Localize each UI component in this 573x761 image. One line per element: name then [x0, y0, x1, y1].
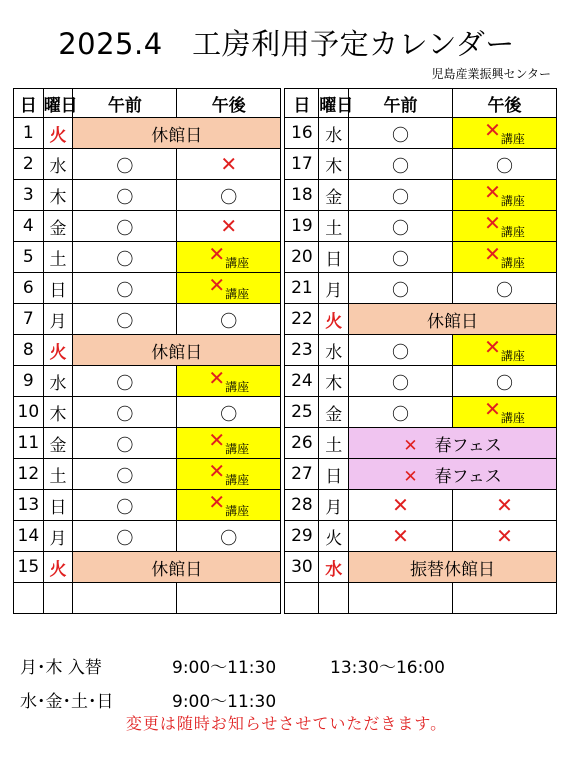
empty-cell	[177, 583, 281, 614]
am-slot: 〇	[349, 180, 453, 211]
unavailable-mark: ✕	[208, 273, 226, 297]
pm-slot	[177, 428, 281, 459]
weekday: 木	[43, 397, 73, 428]
unavailable-mark: ✕	[484, 118, 501, 142]
day-number: 2	[14, 149, 44, 180]
calendar-row	[14, 304, 557, 335]
am-slot: 〇	[73, 366, 177, 397]
header-day: 日	[285, 89, 319, 118]
am-slot: 〇	[349, 211, 453, 242]
weekday: 月	[319, 490, 349, 521]
lecture-label: 講座	[500, 225, 525, 239]
calendar-row	[14, 490, 557, 521]
day-number: 9	[14, 366, 44, 397]
am-slot: 〇	[349, 149, 453, 180]
closed-cell: 休館日	[73, 552, 281, 583]
am-slot	[349, 490, 453, 521]
header-weekday: 曜日	[43, 89, 73, 118]
lecture-label: 講座	[225, 287, 250, 301]
calendar-row	[14, 366, 557, 397]
pm-slot	[453, 335, 557, 366]
calendar-row	[14, 552, 557, 583]
header-am: 午前	[73, 89, 177, 118]
am-slot: 〇	[73, 397, 177, 428]
day-number: 4	[14, 211, 44, 242]
weekday: 火	[319, 521, 349, 552]
unavailable-mark: ✕	[220, 214, 238, 238]
weekday: 金	[319, 180, 349, 211]
day-number: 13	[14, 490, 44, 521]
am-slot: 〇	[73, 180, 177, 211]
calendar-row	[14, 149, 557, 180]
lecture-label: 講座	[500, 132, 525, 146]
day-number: 7	[14, 304, 44, 335]
am-slot: 〇	[73, 490, 177, 521]
lecture-label: 講座	[225, 256, 250, 270]
calendar-row	[14, 335, 557, 366]
day-number: 17	[285, 149, 319, 180]
day-number: 5	[14, 242, 44, 273]
weekday: 水	[319, 552, 349, 583]
hours-am-1: 9:00～11:30	[172, 658, 277, 678]
am-slot: 〇	[349, 366, 453, 397]
unavailable-mark: ✕	[208, 459, 226, 483]
event-cell	[349, 459, 557, 490]
unavailable-mark: ✕	[496, 493, 513, 517]
closed-cell: 休館日	[349, 304, 557, 335]
pm-slot: 〇	[177, 521, 281, 552]
day-number: 14	[14, 521, 44, 552]
hours-pm-1: 13:30～16:00	[330, 658, 445, 678]
weekday: 月	[43, 521, 73, 552]
weekday: 水	[319, 118, 349, 149]
calendar-row	[14, 397, 557, 428]
pm-slot	[453, 242, 557, 273]
weekday: 木	[319, 366, 349, 397]
header-row	[14, 89, 557, 118]
weekday: 日	[319, 242, 349, 273]
day-number: 10	[14, 397, 44, 428]
day-number: 26	[285, 428, 319, 459]
lecture-label: 講座	[500, 256, 525, 270]
unavailable-mark: ✕	[208, 242, 226, 266]
calendar-row	[14, 459, 557, 490]
lecture-label: 講座	[225, 473, 250, 487]
header-pm: 午後	[177, 89, 281, 118]
am-slot: 〇	[73, 459, 177, 490]
day-number: 27	[285, 459, 319, 490]
day-number: 3	[14, 180, 44, 211]
unavailable-mark: ✕	[484, 397, 501, 421]
weekday: 水	[43, 149, 73, 180]
empty-cell	[349, 583, 453, 614]
lecture-label: 講座	[500, 349, 525, 363]
calendar-row	[14, 118, 557, 149]
weekday: 火	[319, 304, 349, 335]
pm-slot	[453, 521, 557, 552]
day-number: 23	[285, 335, 319, 366]
am-slot: 〇	[73, 273, 177, 304]
organization-name: 児島産業振興センター	[431, 67, 551, 81]
calendar-table	[13, 88, 557, 614]
am-slot	[349, 521, 453, 552]
empty-cell	[14, 583, 44, 614]
pm-slot	[177, 490, 281, 521]
day-number: 6	[14, 273, 44, 304]
weekday: 金	[319, 397, 349, 428]
unavailable-mark: ✕	[208, 428, 226, 452]
pm-slot	[453, 397, 557, 428]
am-slot: 〇	[73, 304, 177, 335]
unavailable-mark: ✕	[392, 524, 409, 548]
lecture-label: 講座	[500, 194, 525, 208]
calendar-row	[14, 211, 557, 242]
day-number: 11	[14, 428, 44, 459]
pm-slot	[177, 459, 281, 490]
day-number: 12	[14, 459, 44, 490]
am-slot: 〇	[73, 211, 177, 242]
pm-slot: 〇	[453, 366, 557, 397]
day-number: 15	[14, 552, 44, 583]
pm-slot: 〇	[177, 304, 281, 335]
day-number: 20	[285, 242, 319, 273]
hours-label-1: 月･木 入替	[20, 658, 102, 678]
notice-text: 変更は随時お知らせさせていただきます。	[125, 714, 448, 733]
weekday: 木	[319, 149, 349, 180]
weekday: 日	[43, 273, 73, 304]
lecture-label: 講座	[225, 504, 250, 518]
weekday: 日	[319, 459, 349, 490]
day-number: 29	[285, 521, 319, 552]
event-label: 春フェス	[434, 435, 502, 456]
weekday: 木	[43, 180, 73, 211]
pm-slot	[453, 180, 557, 211]
unavailable-mark: ✕	[403, 435, 435, 456]
pm-slot: 〇	[177, 397, 281, 428]
empty-cell	[453, 583, 557, 614]
unavailable-mark: ✕	[403, 466, 435, 487]
unavailable-mark: ✕	[220, 152, 238, 176]
unavailable-mark: ✕	[484, 242, 501, 266]
am-slot: 〇	[349, 273, 453, 304]
weekday: 水	[43, 366, 73, 397]
calendar-row	[14, 242, 557, 273]
pm-slot	[177, 242, 281, 273]
day-number: 28	[285, 490, 319, 521]
pm-slot	[453, 211, 557, 242]
unavailable-mark: ✕	[208, 366, 226, 390]
pm-slot: 〇	[177, 180, 281, 211]
am-slot: 〇	[349, 118, 453, 149]
am-slot: 〇	[73, 149, 177, 180]
unavailable-mark: ✕	[484, 180, 501, 204]
lecture-label: 講座	[500, 411, 525, 425]
header-am: 午前	[349, 89, 453, 118]
day-number: 18	[285, 180, 319, 211]
day-number: 16	[285, 118, 319, 149]
weekday: 土	[43, 459, 73, 490]
header-pm: 午後	[453, 89, 557, 118]
empty-cell	[285, 583, 319, 614]
unavailable-mark: ✕	[484, 335, 501, 359]
weekday: 月	[43, 304, 73, 335]
page-title: 2025.4 工房利用予定カレンダー	[58, 27, 515, 61]
unavailable-mark: ✕	[392, 493, 409, 517]
am-slot: 〇	[73, 242, 177, 273]
empty-cell	[43, 583, 73, 614]
closed-cell: 休館日	[73, 118, 281, 149]
pm-slot	[453, 490, 557, 521]
event-cell	[349, 428, 557, 459]
pm-slot	[453, 118, 557, 149]
unavailable-mark: ✕	[484, 211, 501, 235]
day-number: 19	[285, 211, 319, 242]
hours-label-2: 水･金･土･日	[20, 692, 114, 712]
day-number: 30	[285, 552, 319, 583]
event-label: 春フェス	[434, 466, 502, 487]
unavailable-mark: ✕	[208, 490, 226, 514]
day-number: 1	[14, 118, 44, 149]
calendar-row	[14, 521, 557, 552]
closed-cell: 振替休館日	[349, 552, 557, 583]
pm-slot	[177, 211, 281, 242]
day-number: 21	[285, 273, 319, 304]
weekday: 月	[319, 273, 349, 304]
calendar-row	[14, 273, 557, 304]
am-slot: 〇	[349, 242, 453, 273]
lecture-label: 講座	[225, 380, 250, 394]
header-day: 日	[14, 89, 44, 118]
am-slot: 〇	[349, 397, 453, 428]
day-number: 8	[14, 335, 44, 366]
weekday: 火	[43, 335, 73, 366]
pm-slot	[177, 366, 281, 397]
calendar-row	[14, 583, 557, 614]
header-weekday: 曜日	[319, 89, 349, 118]
day-number: 25	[285, 397, 319, 428]
am-slot: 〇	[73, 428, 177, 459]
weekday: 金	[43, 211, 73, 242]
weekday: 土	[319, 428, 349, 459]
pm-slot: 〇	[453, 149, 557, 180]
am-slot: 〇	[349, 335, 453, 366]
weekday: 土	[43, 242, 73, 273]
closed-cell: 休館日	[73, 335, 281, 366]
day-number: 24	[285, 366, 319, 397]
hours-am-2: 9:00～11:30	[172, 692, 277, 712]
pm-slot	[177, 273, 281, 304]
am-slot: 〇	[73, 521, 177, 552]
weekday: 水	[319, 335, 349, 366]
weekday: 金	[43, 428, 73, 459]
pm-slot: 〇	[453, 273, 557, 304]
unavailable-mark: ✕	[496, 524, 513, 548]
lecture-label: 講座	[225, 442, 250, 456]
weekday: 火	[43, 552, 73, 583]
weekday: 土	[319, 211, 349, 242]
weekday: 火	[43, 118, 73, 149]
calendar-row	[14, 428, 557, 459]
empty-cell	[73, 583, 177, 614]
pm-slot	[177, 149, 281, 180]
weekday: 日	[43, 490, 73, 521]
empty-cell	[319, 583, 349, 614]
calendar-row	[14, 180, 557, 211]
day-number: 22	[285, 304, 319, 335]
